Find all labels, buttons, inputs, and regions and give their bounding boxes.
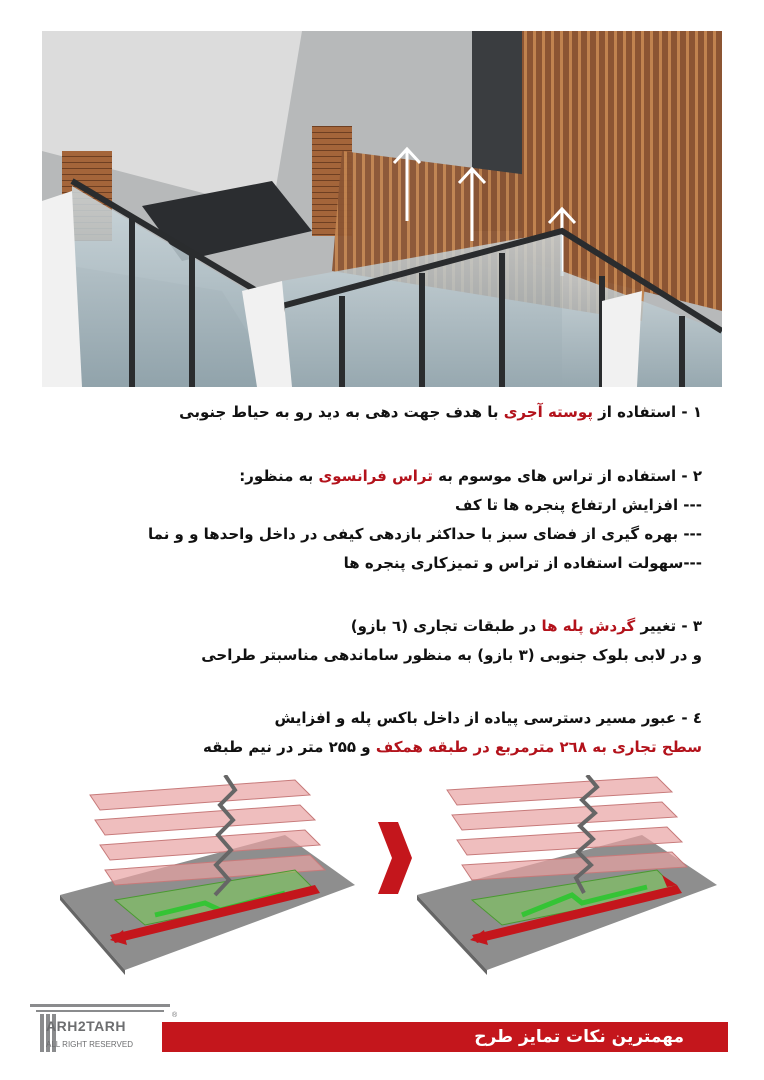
text-segment: در طبقات تجاری (٦ بازو): [350, 617, 542, 635]
point-3-line-2: و در لابی بلوک جنوبی (۳ بازو) به منظور ساماندهی مناسبتر طراحی: [201, 646, 702, 664]
point-1-line-1: [179, 398, 702, 427]
point-2-line-2: --- افزایش ارتفاع پنجره ها تا کف: [454, 496, 702, 514]
highlight-stair-rotation: گردش پله ها: [541, 617, 636, 635]
point-2-line-4: ---سهولت استفاده از تراس و تمیزکاری پنجره ها: [343, 554, 702, 572]
stair-diagram-after: [412, 775, 722, 975]
logo-subtitle: ALL RIGHT RESERVED: [46, 1040, 133, 1049]
highlight-commercial-area: سطح تجاری به ۲٦۸ مترمربع در طبقه همکف: [375, 738, 702, 756]
point-2-line-1: [148, 462, 702, 491]
text-segment: ۱ - استفاده از: [592, 403, 702, 421]
highlight-french-terrace: تراس فرانسوی: [318, 467, 433, 485]
text-segment: ۲ - استفاده از تراس های موسوم به: [432, 467, 702, 485]
text-segment: به منظور:: [239, 467, 319, 485]
text-segment: و ۲۵۵ متر در نیم طبقه: [202, 738, 376, 756]
highlight-brick-skin: پوسته آجری: [503, 403, 593, 421]
point-4-line-1: ٤ - عبور مسیر دسترسی پیاده از داخل باکس پله و افزایش: [274, 709, 702, 727]
red-chevron-right-arrow-icon: [378, 822, 412, 894]
point-1: [179, 398, 702, 427]
point-2: [148, 462, 702, 578]
stair-diagram-before: [55, 775, 365, 975]
point-4: [203, 704, 702, 762]
logo-name: ARH2TARH: [46, 1018, 126, 1034]
point-2-line-3: --- بهره گیری از فضای سبز با حداکثر بازدهی کیفی در داخل واحدها و و نما: [148, 525, 702, 543]
page-title: مهمترین نکات تمایز طرح: [474, 1027, 684, 1047]
point-3-line-1: [201, 612, 702, 641]
text-segment: با هدف جهت دهی به دید رو به حیاط جنوبی: [179, 403, 504, 421]
registered-mark: ®: [172, 1012, 178, 1019]
point-4-line-2: [203, 733, 702, 762]
text-segment: ۳ - تغییر: [635, 617, 702, 635]
facade-render-image: [42, 31, 722, 387]
point-3: [201, 612, 702, 670]
